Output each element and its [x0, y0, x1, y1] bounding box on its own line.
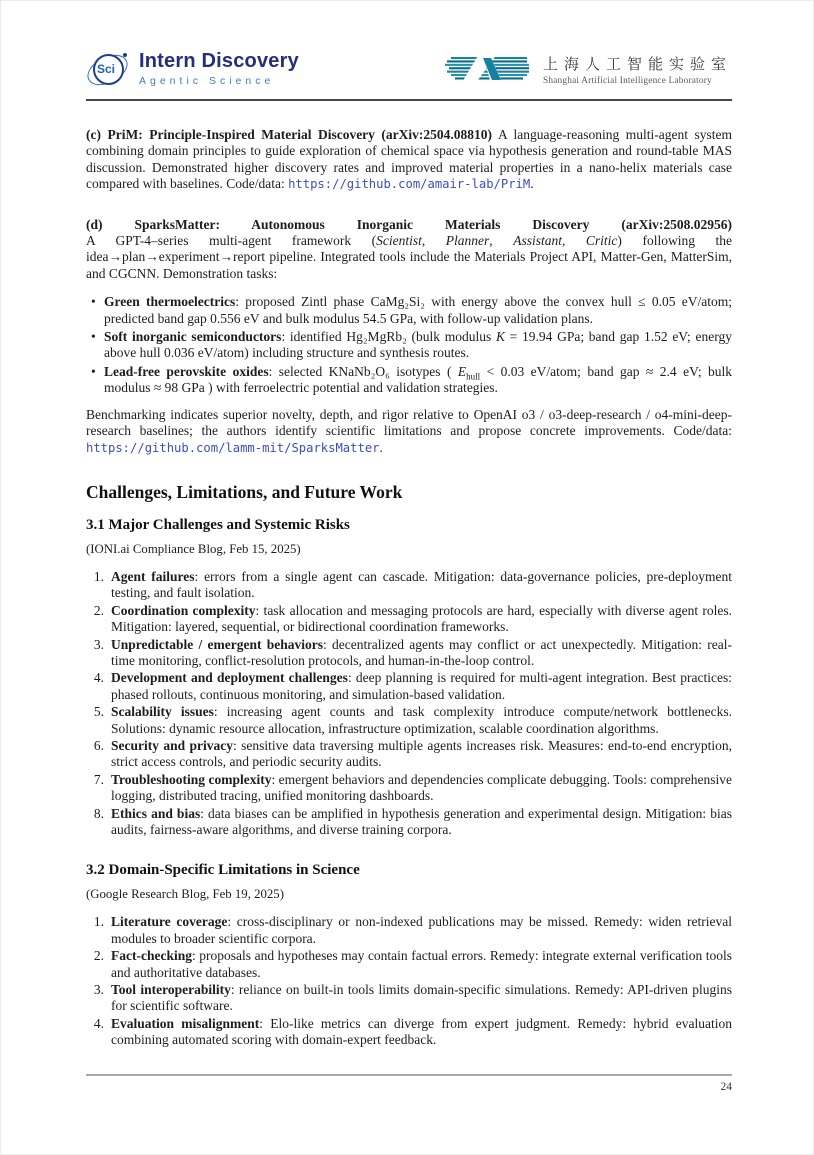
item-text: : proposals and hypotheses may contain factual errors. Remedy: integrate external verification tools and authoritative databases.	[111, 948, 732, 980]
list-item	[111, 772, 732, 805]
list-item	[104, 294, 732, 327]
list-item	[111, 670, 732, 703]
subsection-3-1-title: 3.1 Major Challenges and Systemic Risks	[86, 516, 350, 533]
item-text: : errors from a single agent can cascade. Mitigation: data-governance policies, pre-deployment testing, and fault isolation.	[111, 568, 732, 601]
benchmark-end: .	[379, 439, 383, 455]
item-text: : data biases can be amplified in hypothesis generation and experimental design. Mitigation: bias audits, fairness-aware algorithms, and diverse training corpora.	[111, 805, 732, 837]
list-item	[111, 603, 732, 636]
subsection-3-1-source: (IONI.ai Compliance Blog, Feb 15, 2025)	[86, 541, 301, 556]
role-scientist: Scientist	[376, 233, 422, 249]
benchmark-text: Benchmarking indicates superior novelty, depth, and rigor relative to OpenAI o3 / o3-deep-research / o4-mini-deep-research baselines; the authors identify scientific limitations and propose concrete improvements. Code/data:	[86, 406, 732, 439]
subsection-3-2-source: (Google Research Blog, Feb 19, 2025)	[86, 887, 284, 902]
sparksmatter-text: A GPT-4–series multi-agent framework (	[86, 233, 377, 249]
item-text: : task allocation and messaging protocols are hard, especially with diverse agent roles. Mitigation: layered, sequential, or bidirectional coordination frameworks.	[111, 602, 732, 635]
challenges-list	[86, 569, 732, 839]
symbol-K: K	[495, 329, 505, 345]
paragraph-prim-end: .	[530, 176, 534, 192]
role-assistant: Assistant	[513, 233, 562, 249]
item-term: Fact-checking	[111, 948, 192, 964]
page-footer	[86, 1074, 732, 1093]
bullet-term: Lead-free perovskite oxides	[104, 363, 269, 379]
symbol-E-hull-sub: hull	[466, 371, 481, 382]
item-term: Scalability issues	[111, 704, 214, 720]
list-item	[111, 914, 732, 947]
page-header	[86, 47, 732, 91]
item-text: : emergent behaviors and dependencies complicate debugging. Tools: comprehensive logging, distributed tracing, unified monitoring dashboards.	[111, 771, 732, 804]
section-title: Challenges, Limitations, and Future Work	[86, 481, 403, 502]
paragraph-sparksmatter	[86, 217, 732, 283]
list-item	[111, 982, 732, 1015]
item-text: : cross-disciplinary or non-indexed publications may be missed. Remedy: widen retrieval modules to broader scientific corpora.	[111, 914, 732, 946]
role-planner: Planner	[445, 233, 490, 249]
prim-github-link[interactable]: https://github.com/amair-lab/PriM	[288, 177, 531, 192]
demonstration-tasks-list	[86, 294, 732, 396]
item-term: Agent failures	[111, 568, 195, 584]
list-item	[111, 1016, 732, 1049]
comma: ,	[421, 233, 446, 249]
item-text: : sensitive data traversing multiple agents increases risk. Measures: end-to-end encryption, strict access controls, and periodic security audits.	[111, 737, 733, 770]
paragraph-benchmark	[86, 407, 732, 456]
symbol-E-hull: E	[457, 363, 467, 379]
item-term: Evaluation misalignment	[111, 1015, 260, 1031]
header-divider	[86, 99, 732, 101]
bullet-text: : identified Hg₂MgRb₂ (bulk modulus	[281, 329, 496, 345]
item-text: : deep planning is required for multi-agent integration. Best practices: phased rollouts, continuous monitoring, and simulation-based validation.	[111, 670, 732, 702]
bullet-text: = 19.94 GPa; band gap 1.52 eV; energy above hull 0.036 eV/atom) including structure and synthesis routes.	[104, 329, 733, 361]
item-term: Troubleshooting complexity	[111, 771, 272, 787]
limitations-list	[86, 914, 732, 1048]
item-term: Literature coverage	[111, 914, 228, 930]
item-term: Coordination complexity	[111, 602, 256, 618]
bullet-text: : proposed Zintl phase CaMg₂Si₂ with energy above the convex hull ≤ 0.05 eV/atom; predicted band gap 0.556 eV and bulk modulus 54.5 GPa, with follow-up validation plans.	[104, 294, 732, 326]
bullet-term: Green thermoelectrics	[104, 294, 236, 310]
list-item	[111, 948, 732, 981]
sci-logo-text: Sci	[97, 62, 116, 76]
item-term: Development and deployment challenges	[111, 670, 348, 686]
bullet-term: Soft inorganic semiconductors	[104, 329, 282, 345]
footer-divider	[86, 1074, 732, 1076]
list-item	[111, 738, 732, 771]
item-term: Security and privacy	[111, 737, 234, 753]
paragraph-prim	[86, 127, 732, 193]
paragraph-prim-body: A language-reasoning multi-agent system combining domain principles to guide exploration of chemical space via hypothesis generation and round-table MAS discussion. Demonstrated higher discovery rates and improved material properties in a nano-helix materials case compared with baselines. Code/data:	[86, 127, 732, 192]
sparksmatter-github-link[interactable]: https://github.com/lamm-mit/SparksMatter	[86, 440, 380, 455]
list-item	[111, 569, 732, 602]
lab-name-chinese: 上海人工智能实验室	[542, 56, 732, 73]
item-text: : Elo-like metrics can diverge from expert judgment. Remedy: hybrid evaluation combining automated scoring with domain-expert feedback.	[111, 1015, 732, 1048]
intern-discovery-logo	[86, 48, 299, 90]
role-critic: Critic	[585, 233, 618, 249]
list-item	[111, 704, 732, 737]
comma: ,	[489, 233, 514, 249]
item-term: Tool interoperability	[111, 982, 231, 998]
item-text: : decentralized agents may conflict or act unexpectedly. Mitigation: real-time monitoring, conflict-resolution protocols, and human-in-the-loop control.	[111, 636, 732, 668]
item-text: : reliance on built-in tools limits domain-specific simulations. Remedy: API-driven plugins for scientific software.	[111, 982, 732, 1014]
sci-logo-icon	[86, 48, 130, 90]
brand-subtitle: Agentic Science	[139, 75, 275, 87]
item-term: Ethics and bias	[111, 805, 201, 821]
lab-name-english: Shanghai Artificial Intelligence Laboratory	[542, 75, 712, 86]
subsection-3-2-title: 3.2 Domain-Specific Limitations in Science	[86, 862, 360, 879]
paragraph-sparksmatter-lead: (d) SparksMatter: Autonomous Inorganic Materials Discovery (arXiv:2508.02956)	[86, 216, 732, 232]
sparksmatter-text-cont: ) following the idea→plan→experiment→report pipeline. Integrated tools include the Materials Project API, Matter-Gen, MatterSim, and CGCNN. Demonstration tasks:	[86, 233, 732, 281]
list-item	[111, 806, 732, 839]
bullet-text: : selected KNaNb₂O₆ isotypes (	[268, 363, 458, 379]
page-number: 24	[720, 1081, 732, 1093]
item-text: : increasing agent counts and task complexity introduce compute/network bottlenecks. Solutions: dynamic resource allocation, infrastructure optimization, scalable coordination algorithms.	[111, 704, 732, 736]
list-item	[104, 329, 732, 362]
comma: ,	[561, 233, 586, 249]
item-term: Unpredictable / emergent behaviors	[111, 636, 324, 652]
list-item	[104, 364, 732, 397]
list-item	[111, 637, 732, 670]
lab-stripes-icon	[445, 54, 533, 84]
paragraph-prim-lead: (c) PriM: Principle-Inspired Material Discovery (arXiv:2504.08810)	[86, 127, 493, 142]
shanghai-ai-lab-logo	[445, 53, 732, 86]
brand-title: Intern Discovery	[139, 50, 299, 72]
bullet-text: < 0.03 eV/atom; band gap ≈ 2.4 eV; bulk modulus ≈ 98 GPa ) with ferroelectric potential and validation strategies.	[104, 363, 732, 396]
